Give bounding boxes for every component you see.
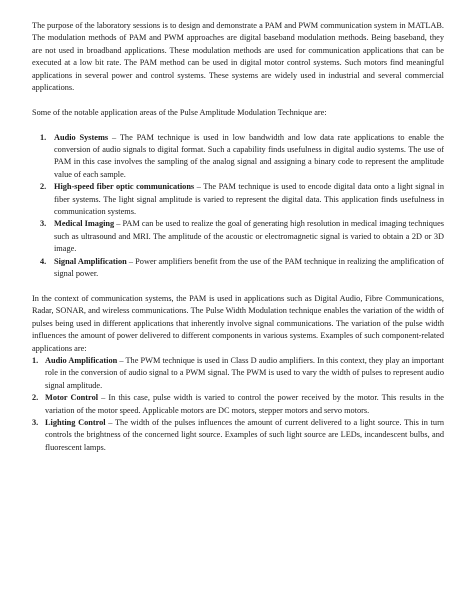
list-item bbox=[32, 256, 444, 281]
list-item bbox=[32, 181, 444, 218]
intro-paragraph: The purpose of the laboratory sessions is to design and demonstrate a PAM and PWM communication system in MATLAB. The modulation methods of PAM and PWM approaches are digital baseband modulation methods. Being baseband, they are not used in broadband applications. These modulation methods are used for communication applications that can be executed at a low bit rate. The PAM method can be used in digital motor control systems. Such motors find meaningful applications in several power and control systems. These systems are widely used in industrial and several commercial applications. bbox=[32, 21, 444, 93]
list-item-title: Audio Systems bbox=[54, 132, 109, 142]
document-page bbox=[32, 20, 444, 454]
list-item-title: Motor Control bbox=[45, 393, 99, 403]
pam-applications-list bbox=[32, 132, 444, 281]
list-item bbox=[32, 417, 444, 454]
list-item-title: Lighting Control bbox=[45, 417, 106, 427]
list-item-text: – The PAM technique is used in low bandwidth and low data rate applications to enable the conversion of audio signals to digital format. Such a capability finds usefulness in digital audio systems. The use of PAM in this case involves the sampling of the analog signal and assigning a binary code to represent the amplitude value of each sample. bbox=[54, 132, 444, 179]
paragraph-gap bbox=[32, 281, 444, 293]
list-number: 1. bbox=[32, 355, 39, 365]
list-number: 3. bbox=[32, 417, 39, 427]
list-item-text: – PAM can be used to realize the goal of generating high resolution in medical imaging techniques such as ultrasound and MRI. The amplitude of the acoustic or electromagnetic signal is varied to obtain a 2D or 3D image. bbox=[54, 219, 444, 254]
list-item-text: – In this case, pulse width is varied to control the power received by the motor. This results in the variation of the motor speed. Applicable motors are DC motors, stepper motors and servo motors. bbox=[45, 393, 444, 415]
list-number: 3. bbox=[40, 219, 47, 229]
list-item-text: – The PWM technique is used in Class D audio amplifiers. In this context, they play an important role in the conversion of audio signal to a PWM signal. The PWM is used to vary the width of pulses to represent audio signal amplitude. bbox=[45, 355, 444, 390]
list-number: 2. bbox=[40, 182, 47, 192]
list-number: 2. bbox=[32, 393, 39, 403]
paragraph-gap bbox=[32, 94, 444, 106]
list-item bbox=[32, 392, 444, 417]
list-item-title: High-speed fiber optic communications bbox=[54, 182, 195, 192]
list-number: 1. bbox=[40, 132, 47, 142]
list-item bbox=[32, 132, 444, 182]
pam-lead-paragraph: Some of the notable application areas of the Pulse Amplitude Modulation Technique are: bbox=[32, 107, 327, 117]
pwm-applications-list bbox=[32, 355, 444, 454]
list-item-text: – Power amplifiers benefit from the use of the PAM technique in realizing the amplification of signal power. bbox=[54, 256, 444, 279]
list-item bbox=[32, 355, 444, 392]
list-item-text: – The PAM technique is used to encode digital data onto a light signal in fiber systems. The light signal amplitude is varied to represent the digital data. This application finds usefulness in communication systems. bbox=[54, 182, 444, 217]
list-item-title: Audio Amplification bbox=[45, 355, 118, 365]
pwm-lead-paragraph: In the context of communication systems, the PAM is used in applications such as Digital Audio, Fibre Communications, Radar, SONAR, and wireless communications. The Pulse Width Modulation technique enables the variation of the width of pulses being used in different applications that inherently involve signal communications. The variation of the pulse width influences the amount of power delivered to different components in various systems. Examples of such component-related applications are: bbox=[32, 293, 444, 353]
list-item-text: – The width of the pulses influences the amount of current delivered to a light source. This in turn controls the brightness of the concerned light source. Examples of such light source are LEDs, incandescent bulbs, and fluorescent lamps. bbox=[45, 417, 444, 452]
list-item bbox=[32, 218, 444, 255]
list-number: 4. bbox=[40, 256, 47, 266]
list-item-title: Medical Imaging bbox=[54, 219, 115, 229]
paragraph-gap bbox=[32, 119, 444, 131]
list-item-title: Signal Amplification bbox=[54, 256, 127, 266]
